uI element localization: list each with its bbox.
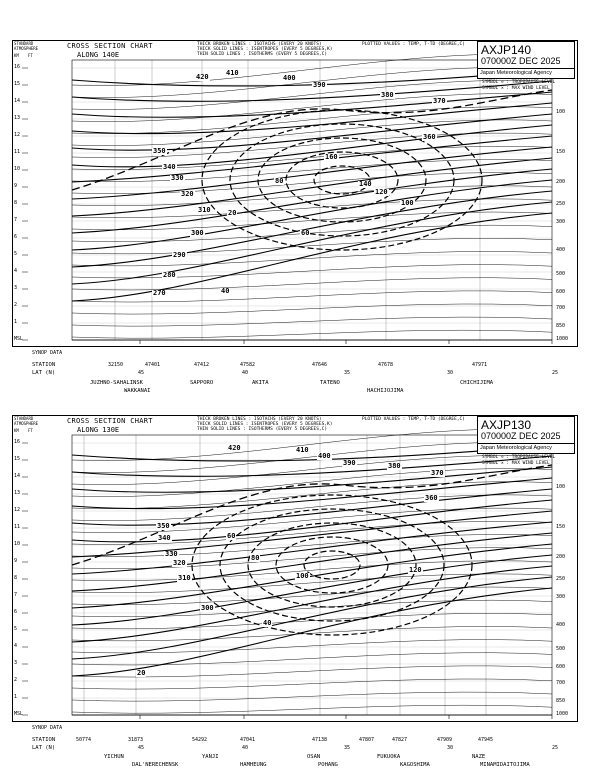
city-name: DAL'NERECHENSK (132, 762, 179, 768)
km-tick: 7 (14, 217, 18, 223)
lat-label: LAT (N) (32, 370, 56, 376)
city-name: YANJI (202, 754, 219, 760)
city-name: HACHIJOJIMA (367, 388, 404, 394)
isentrope-label: 280 (163, 271, 176, 279)
km-tick: 4 (14, 643, 18, 649)
legend-isotachs: THICK BROKEN LINES : ISOTACHS (EVERY 20 KNOTS) (197, 42, 322, 47)
plot-lines (22, 51, 552, 344)
chart-id-box (477, 41, 575, 79)
km-tick: 1 (14, 319, 18, 325)
lat-tick: 35 (344, 370, 351, 376)
isotach-label: 80 (251, 554, 260, 562)
hpa-tick: 700 (556, 305, 566, 311)
station-number: 47582 (240, 362, 256, 368)
lat-tick: 30 (447, 370, 454, 376)
lat-tick: 40 (242, 370, 249, 376)
isentrope-label: 290 (173, 251, 186, 259)
tropopause-symbol-legend: SYMBOL ✡ : TROPOPAUSE LEVEL (482, 80, 556, 85)
ft-axis-head: FT (28, 53, 33, 58)
isotherm (72, 548, 552, 569)
lat-tick: 30 (447, 745, 454, 751)
lat-tick: 25 (552, 370, 559, 376)
isentrope-label: 390 (313, 81, 326, 89)
km-tick: 15 (14, 456, 21, 462)
isentrope-label: 410 (296, 446, 309, 454)
hpa-tick: 500 (556, 646, 566, 652)
chart-id-box (477, 416, 575, 454)
hpa-tick: 100 (556, 484, 566, 490)
city-name: KAGOSHIMA (400, 762, 430, 768)
isentrope-label: 360 (423, 133, 436, 141)
ft-axis-head: FT (28, 428, 33, 433)
legend-isotherms: THIN SOLID LINES : ISOTHERMS (EVERY 5 DEGREES,C) (197, 52, 328, 57)
hpa-tick: 1000 (556, 336, 569, 342)
synop-data-label: SYNOP DATA (32, 350, 63, 356)
isentrope-label: 340 (158, 534, 171, 542)
hpa-tick: 200 (556, 179, 566, 185)
km-tick: 16 (14, 439, 21, 445)
isotach-label: 80 (275, 177, 284, 185)
station-number: 47138 (312, 737, 328, 743)
km-tick: 4 (14, 268, 18, 274)
lat-tick: 40 (242, 745, 249, 751)
isentrope-label: 320 (181, 190, 194, 198)
chart-title: CROSS SECTION CHART (67, 417, 153, 425)
city-name: AKITA (252, 380, 269, 386)
station-number: 47827 (392, 737, 408, 743)
isentrope-label: 400 (283, 74, 296, 82)
isentrope-label: 360 (425, 494, 438, 502)
lat-tick: 45 (138, 370, 145, 376)
plotted-values-note: PLOTTED VALUES : TEMP, T-TD (DEGREE,C) (362, 42, 465, 47)
isentrope-label: 340 (163, 163, 176, 171)
isotherm (72, 705, 552, 713)
station-number: 47945 (478, 737, 494, 743)
isotach (192, 495, 472, 635)
chart-title: CROSS SECTION CHART (67, 42, 153, 50)
isotherm (72, 679, 552, 689)
hpa-tick: 850 (556, 323, 566, 329)
hpa-tick: 400 (556, 622, 566, 628)
isotach (304, 551, 360, 579)
lat-tick: 35 (344, 745, 351, 751)
km-tick: 1 (14, 694, 18, 700)
station-number: 54292 (192, 737, 208, 743)
isotach-label: 20 (228, 209, 237, 217)
isotach (286, 152, 398, 208)
km-tick: 2 (14, 677, 18, 683)
chart-id: AXJP130 (481, 418, 532, 432)
isotach-label: 120 (375, 188, 388, 196)
std-atmosphere-label: ATMOSPHERE (14, 46, 39, 51)
isentrope-label: 320 (173, 559, 186, 567)
isotach (248, 523, 416, 607)
km-tick: 8 (14, 200, 18, 206)
km-tick: 6 (14, 609, 18, 615)
plot-lines (22, 426, 552, 719)
station-number: 47412 (194, 362, 210, 368)
hpa-tick: 300 (556, 594, 566, 600)
km-tick: 2 (14, 302, 18, 308)
std-atmosphere-label: STANDARD (14, 416, 34, 421)
cross-section-panel-140e (12, 40, 578, 396)
isotherm (72, 692, 552, 701)
isentrope (72, 588, 552, 676)
legend-isentropes: THICK SOLID LINES : ISENTROPES (EVERY 5 DEGREES,K) (197, 47, 333, 52)
isentrope (72, 522, 552, 574)
km-tick: 14 (14, 98, 21, 104)
isotach-label: 40 (263, 619, 272, 627)
hpa-tick: 600 (556, 664, 566, 670)
station-number: 47401 (145, 362, 161, 368)
city-name: SAPPORO (190, 380, 214, 386)
isentrope-label: 380 (388, 462, 401, 470)
km-tick: 13 (14, 490, 21, 496)
hpa-tick: 250 (556, 201, 566, 207)
isentrope (72, 544, 552, 608)
hpa-tick: 300 (556, 219, 566, 225)
km-tick: 3 (14, 660, 18, 666)
km-tick: 11 (14, 149, 21, 155)
agency-name: Japan Meteorological Agency (478, 68, 574, 77)
isentrope-label: 330 (171, 174, 184, 182)
city-name: CHICHIJIMA (460, 380, 494, 386)
km-axis-head: KM (14, 53, 19, 58)
isentrope-label: 310 (198, 206, 211, 214)
km-tick: 9 (14, 183, 18, 189)
isotach-label: 160 (325, 153, 338, 161)
station-number: 31873 (128, 737, 144, 743)
hpa-tick: 1000 (556, 711, 569, 717)
isotach (202, 110, 482, 250)
km-tick: 8 (14, 575, 18, 581)
max-wind-symbol-legend: SYMBOL ✕ : MAX WIND LEVEL (482, 86, 550, 91)
city-name: HAMHEUNG (240, 762, 267, 768)
isentrope (72, 478, 552, 509)
synop-data-label: SYNOP DATA (32, 725, 63, 731)
city-name: POHANG (318, 762, 338, 768)
isentrope-label: 310 (178, 574, 191, 582)
city-name: OSAN (307, 754, 321, 760)
hpa-tick: 850 (556, 698, 566, 704)
hpa-tick: 700 (556, 680, 566, 686)
isentrope (72, 511, 552, 557)
agency-name: Japan Meteorological Agency (478, 443, 574, 452)
station-number: 47646 (312, 362, 328, 368)
station-number: 32150 (108, 362, 124, 368)
km-tick: 6 (14, 234, 18, 240)
isotach-label: 100 (296, 572, 309, 580)
isentrope-label: 370 (431, 469, 444, 477)
chart-id: AXJP140 (481, 43, 532, 57)
city-name: TATENO (320, 380, 340, 386)
lat-tick: 45 (138, 745, 145, 751)
isotherm (72, 561, 552, 581)
station-number: 47971 (472, 362, 488, 368)
hpa-tick: 100 (556, 109, 566, 115)
km-tick: 15 (14, 81, 21, 87)
isotach-label: 20 (137, 669, 146, 677)
isotach-label: 140 (359, 180, 372, 188)
chart-subtitle: ALONG 130E (77, 426, 120, 434)
station-number: 47041 (240, 737, 256, 743)
city-name: MINAMIDAITOJIMA (480, 762, 530, 768)
km-tick: 14 (14, 473, 21, 479)
hpa-tick: 400 (556, 247, 566, 253)
station-number: 47909 (437, 737, 453, 743)
km-tick: 3 (14, 285, 18, 291)
isentrope-label: 420 (196, 73, 209, 81)
isentrope (72, 467, 552, 492)
isotach-label: 100 (401, 199, 414, 207)
isotach-label: 120 (409, 566, 422, 574)
legend-isotherms: THIN SOLID LINES : ISOTHERMS (EVERY 5 DEGREES,C) (197, 427, 328, 432)
isentrope-label: 350 (157, 522, 170, 530)
city-name: NAZE (472, 754, 486, 760)
hpa-tick: 600 (556, 289, 566, 295)
city-name: YICHUN (104, 754, 124, 760)
valid-time: 070000Z DEC 2025 (481, 56, 561, 66)
hpa-tick: 500 (556, 271, 566, 277)
hpa-tick: 200 (556, 554, 566, 560)
isotach-label: 40 (221, 287, 230, 295)
plotted-values-note: PLOTTED VALUES : TEMP, T-TD (DEGREE,C) (362, 417, 465, 422)
city-name: WAKKANAI (124, 388, 151, 394)
isentrope-label: 370 (433, 97, 446, 105)
km-tick: 12 (14, 507, 21, 513)
km-axis-head: KM (14, 428, 19, 433)
station-number: 47807 (359, 737, 375, 743)
station-number: 50774 (76, 737, 92, 743)
lat-tick: 25 (552, 745, 559, 751)
city-name: FUKUOKA (377, 754, 401, 760)
isentrope-label: 300 (201, 604, 214, 612)
km-tick: 13 (14, 115, 21, 121)
hpa-tick: 150 (556, 149, 566, 155)
station-number: 47678 (378, 362, 394, 368)
km-tick: MSL (14, 711, 24, 717)
lat-label: LAT (N) (32, 745, 56, 751)
km-tick: 5 (14, 626, 18, 632)
cross-section-panel-130e (12, 415, 578, 770)
tropopause-symbol-legend: SYMBOL ✡ : TROPOPAUSE LEVEL (482, 455, 556, 460)
isentrope-label: 420 (228, 444, 241, 452)
std-atmosphere-label: STANDARD (14, 41, 34, 46)
km-tick: MSL (14, 336, 24, 342)
km-tick: 12 (14, 132, 21, 138)
isotherm (72, 653, 552, 665)
km-tick: 9 (14, 558, 18, 564)
km-tick: 10 (14, 541, 21, 547)
std-atmosphere-label: ATMOSPHERE (14, 421, 39, 426)
isentrope-label: 330 (165, 550, 178, 558)
isotach-label: 60 (227, 532, 236, 540)
km-tick: 11 (14, 524, 21, 530)
valid-time: 070000Z DEC 2025 (481, 431, 561, 441)
legend-isotachs: THICK BROKEN LINES : ISOTACHS (EVERY 20 KNOTS) (197, 417, 322, 422)
isentrope-label: 390 (343, 459, 356, 467)
station-label: STATION (32, 362, 56, 368)
isotach (220, 509, 444, 621)
chart-subtitle: ALONG 140E (77, 51, 120, 59)
isentrope (72, 555, 552, 625)
isentrope-label: 380 (381, 91, 394, 99)
km-tick: 10 (14, 166, 21, 172)
isentrope-label: 300 (191, 229, 204, 237)
station-label: STATION (32, 737, 56, 743)
isotach-label: 60 (301, 229, 310, 237)
city-name: JUZHNO-SAHALINSK (90, 380, 143, 386)
isentrope-label: 350 (153, 147, 166, 155)
hpa-tick: 150 (556, 524, 566, 530)
km-tick: 7 (14, 592, 18, 598)
km-tick: 5 (14, 251, 18, 257)
km-tick: 16 (14, 64, 21, 70)
isentrope-label: 270 (153, 289, 166, 297)
legend-isentropes: THICK SOLID LINES : ISENTROPES (EVERY 5 DEGREES,K) (197, 422, 333, 427)
hpa-tick: 250 (556, 576, 566, 582)
isentrope-label: 400 (318, 452, 331, 460)
max-wind-symbol-legend: SYMBOL ✕ : MAX WIND LEVEL (482, 461, 550, 466)
isentrope-label: 410 (226, 69, 239, 77)
